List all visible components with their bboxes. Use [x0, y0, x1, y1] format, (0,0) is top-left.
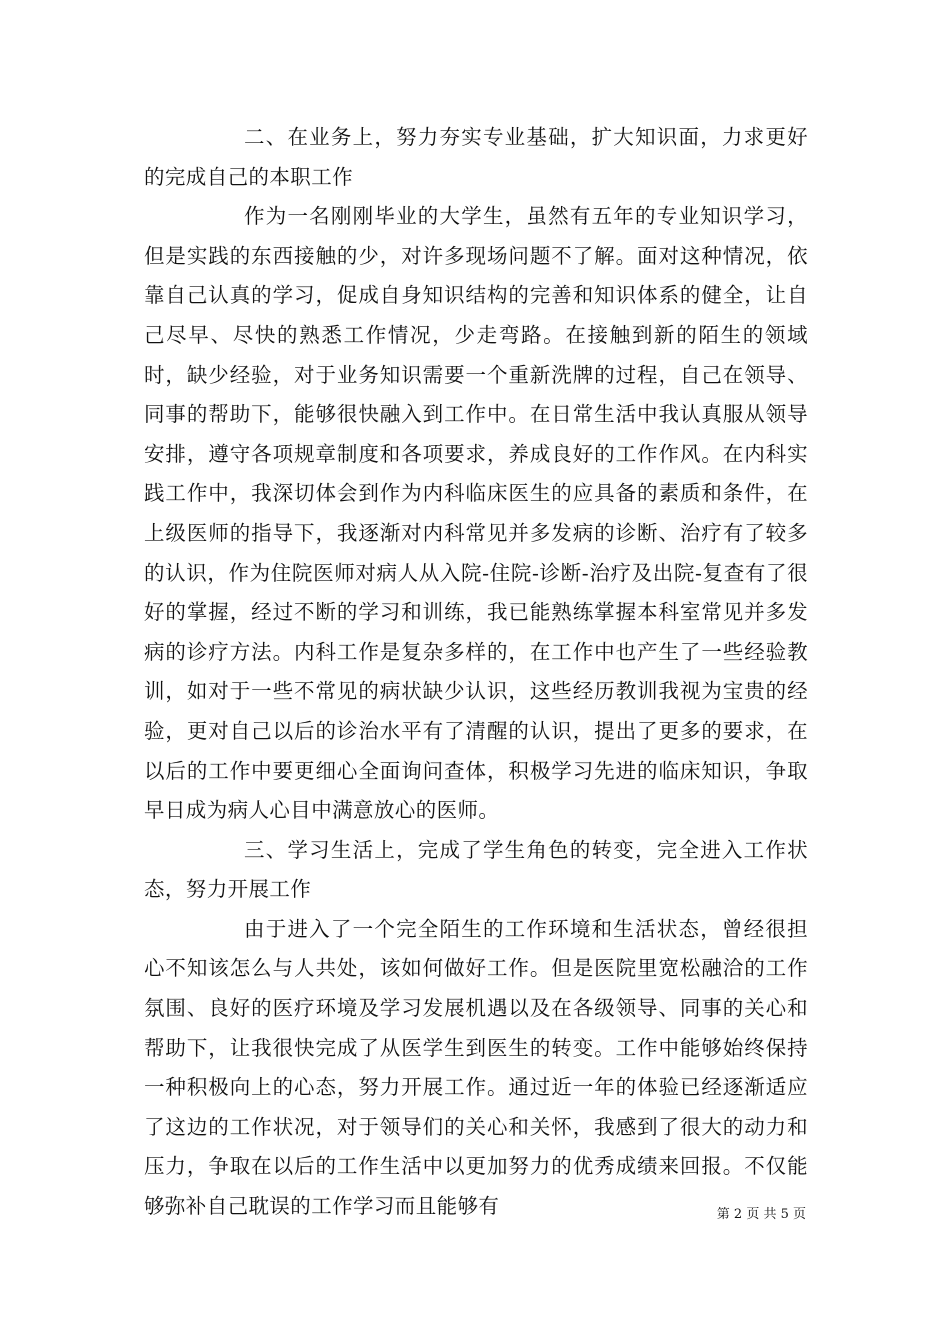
page-number-footer: 第 2 页 共 5 页: [716, 1207, 806, 1222]
document-body: [144, 118, 808, 1227]
body-paragraph: 作为一名刚刚毕业的大学生，虽然有五年的专业知识学习，但是实践的东西接触的少，对许多现场问题不了解。面对这种情况，依靠自己认真的学习，促成自身知识结构的完善和知识体系的健全，让自己尽早、尽快的熟悉工作情况，少走弯路。在接触到新的陌生的领域时，缺少经验，对于业务知识需要一个重新洗牌的过程，自己在领导、同事的帮助下，能够很快融入到工作中。在日常生活中我认真服从领导安排，遵守各项规章制度和各项要求，养成良好的工作作风。在内科实践工作中，我深切体会到作为内科临床医生的应具备的素质和条件，在上级医师的指导下，我逐渐对内科常见并多发病的诊断、治疗有了较多的认识，作为住院医师对病人从入院-住院-诊断-治疗及出院-复查有了很好的掌握，经过不断的学习和训练，我已能熟练掌握本科室常见并多发病的诊疗方法。内科工作是复杂多样的，在工作中也产生了一些经验教训，如对于一些不常见的病状缺少认识，这些经历教训我视为宝贵的经验，更对自己以后的诊治水平有了清醒的认识，提出了更多的要求，在以后的工作中要更细心全面询问查体，积极学习先进的临床知识，争取早日成为病人心目中满意放心的医师。: [144, 204, 808, 823]
body-paragraph: 由于进入了一个完全陌生的工作环境和生活状态，曾经很担心不知该怎么与人共处，该如何做好工作。但是医院里宽松融洽的工作氛围、良好的医疗环境及学习发展机遇以及在各级领导、同事的关心和帮助下，让我很快完成了从医学生到医生的转变。工作中能够始终保持一种积极向上的心态，努力开展工作。通过近一年的体验已经逐渐适应了这边的工作状况，对于领导们的关心和关怀，我感到了很大的动力和压力，争取在以后的工作生活中以更加努力的优秀成绩来回报。不仅能够弥补自己耽误的工作学习而且能够有: [144, 916, 808, 1219]
section-heading-2: 二、在业务上，努力夯实专业基础，扩大知识面，力求更好的完成自己的本职工作: [144, 125, 808, 189]
section-heading-3: 三、学习生活上，完成了学生角色的转变，完全进入工作状态，努力开展工作: [144, 837, 808, 902]
